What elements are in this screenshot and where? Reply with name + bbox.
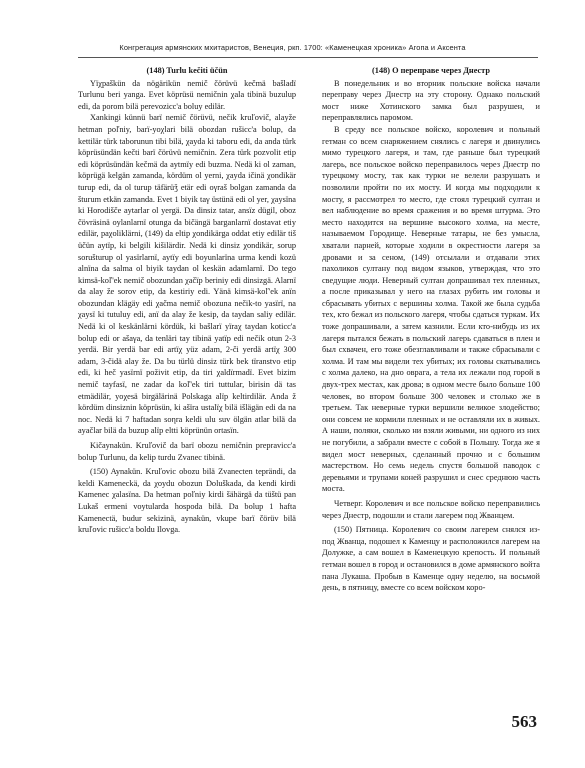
- paragraph: Χankingi künnü barï nemič čörüvü, nečik kruľovič, alayže hetman poľniy, barï-yoχlari bilä obozdan rušicc'a bolup, da kettilär türk taborunun tibi bilä, χayda ki taboru edi, da anda türk köprüsündän kečti barï čörüvü nemičnin. Zera türk pozvolit etip edi köprüsündän kečmä da aytmïy edi buzma. Nedä ki ol zaman, köprügä kelgän zamanda, kördüm ol yerni, χayda ičinä χondikär turup edi, da ol turup täfärüǯ etär edi oγraš bolgan zamanda da šturum etkän zamanda. Evet 1 biyik taγ üstünä edi ol yer, χaysïna ki Horodišče aytarlar ol yergä. Da dinsiz tatar, ansïz dügil, oboz čövräsinä oylanlarnï otunga da bičängä barganlarnï dostavat etiy edilär, paχoliklärni, (149) da eltip χondikärga oddat etiy edilär tiš üčün aytïp, ki belgili kišilärdir. Nedä ki dinsiz χondikär, sorup sorušturup ol yasïrlarnï, aytïy edi boyunlarïna urma kendi kozü alnïna da salma ol biyik taydan ol keskän adamlarnï. Do tego kimsä-koľ'ek nemič obozundan χačïp beriniy edi dinsizgä. Alarnï da alay že sorov etip, da kestiriy edi. Yänä kimsä-koľ'ek anïn obozundan klägäy edi χačma nemič obozuna nečik-to yasïrï, na χaysï ki tutuluy edi, anï da alay že kesip, da taydan saliy edilär. Nedä ki ol keskänlärni kördük, ki bašlarï yïraχ taydan kotiсс'a bolup edi or ašaγa, da tenläri tay tibinä yatïp edi nečik otun 2-3 yerdä. Bir yerdä bar edi artïχ yüz adam, 2-či yerdä artïχ 300 adam, 3-čidä alay že. Da bu türlü dinsiz türk bek tïranstvo etip edi, ki heč yasïrnï poživit etip, da tiri χaldïrmadï. Evet bizim nemič tayfasï, ne zadar da koľ'ek tiri tuttular, birisin dä tas etmädilär, yoχesä birgälärinä Polskaga alïp keltirdilär. Anda ž kördüm dinsiznin köprüsün, ki ašïra ustalïχ bilä išlägän edi da na noc. Nedä ki 7 haftadan soηra keldi ulu suv ölgän atlar bilä da ayačlar bilä da buzup alïp eltti köprünün ortasïn.: [78, 113, 296, 436]
- paragraph: В понедельник и во вторник польские войска начали переправу через Днестр на эту сторону. Однако польский мост ниже Хотинского замка был разрушен, и переправлялись паромом.: [322, 78, 540, 123]
- left-column-turkic-text: [78, 65, 296, 536]
- paragraph: В среду все польское войско, королевич и польный гетман со всем снаряжением снялись с лагеря и двинулись мимо турецкого лагеря, и там, где раньше был турецкий лагерь, все польское войско переправилось через Днестр по турецкому мосту, так как турки не велели разрушать и позволили пройти по их мосту. И когда мы подходили к мосту, я рассмотрел то место, где стоял турецкий султан и вел наблюдение во время сражения и во время штурма. Это место находится на вершине высокого холма, на месте, называемом Городище. Неверные татары, не без умысла, хватали парней, которые ходили в окрестности лагеря за дровами и за сеном, (149) отсылали и отдавали этих пахоликов султану под видом языков, утверждая, что это сведущие люди. Неверный султан допрашивал тех пленных, а после приказывал у него на глазах рубить им головы и сбрасывать убитых с вершины холма. Такой же была судьба тех, кто бежал из польского лагеря, чтобы сдаться туркам. Их тоже допрашивали, а затем казнили. Если кто-нибудь из их лагеря пытался бежать в польский лагерь сдаваться в плен и был схвачен, его тоже обезглавливали и также сбрасывали с холма. И там мы видели тех убитых; их головы скатывались с холма далеко, на дно оврага, а тела их лежали под горой в двух-трех местах, как дрова; в одном месте было больше 100 человек, во втором больше 300 человек и столько же в третьем. Так неверные турки вершили великое злодейство; они совсем не кормили пленных и не оставляли их в живых. А наши, поляки, сколько ни взяли живыми, ни одного из них не погубили, а забрали вместе с собой в Польшу. Тогда же я видел мост неверных, сделанный прочно и с большим мастерством. Но семь недель спустя большой паводок с деревьями и трупами коней разрушил и снес среднюю часть моста.: [322, 124, 540, 494]
- paragraph: Четверг. Королевич и все польское войско переправились через Днестр, подошли и стали лагерем под Жванцем.: [322, 498, 540, 520]
- paragraph: (150) Aynakün. Kruľovic obozu bilä Zvanecten teprändi, da keldi Kameneckä, da χoydu obozun Doluškada, da kendi kirdi Kamenec χalasïna. Da hetman poľniy kirdi šähärgä da tüštü pan Lukaš ermeni voytularda hospoda bilä. Da bolup 1 hafta Kameneсtä, budur sekizinä, aynakün, vkupe barï čörüv bilä kruľovic rušicc'a boldu Ilovga.: [78, 467, 296, 535]
- right-column-russian-text: [322, 65, 540, 594]
- paragraph: Yïχpaškün da nögärikün nemič čörüvü kečmä bašladï Turlunu beri yanga. Evet köprüsü nemičnin χala tibinä buzulup edi, da porom bilä perevozicc'a boluy edilär.: [78, 78, 296, 111]
- page-number: 563: [511, 712, 537, 731]
- header-rule: [78, 57, 538, 58]
- paragraph: Kičaynakün. Kruľovič da barï obozu nemičnin prepravicc'a bolup Turlunu, da kelip turdu Zvanec tibinä.: [78, 441, 296, 462]
- section-heading-turkic: (148) Turlu kečiti üčün: [146, 66, 228, 75]
- running-head: Конгрегация армянских мхитаристов, Венеция, ркп. 1700: «Каменецкая хроника» Агопа и Аксента: [119, 43, 466, 52]
- paragraph: (150) Пятница. Королевич со своим лагерем снялся из-под Жванца, подошел к Каменцу и расположился лагерем на Долужке, а сам вошел в Каменецкую крепость. И польный гетман вошел в город и остановился в доме армянского войта пана Лукаша. Пробыв в Каменце одну неделю, на восьмой день, в пятницу, вместе со всем войском коро-: [322, 525, 540, 593]
- section-heading-russian: (148) О переправе через Днестр: [372, 66, 490, 75]
